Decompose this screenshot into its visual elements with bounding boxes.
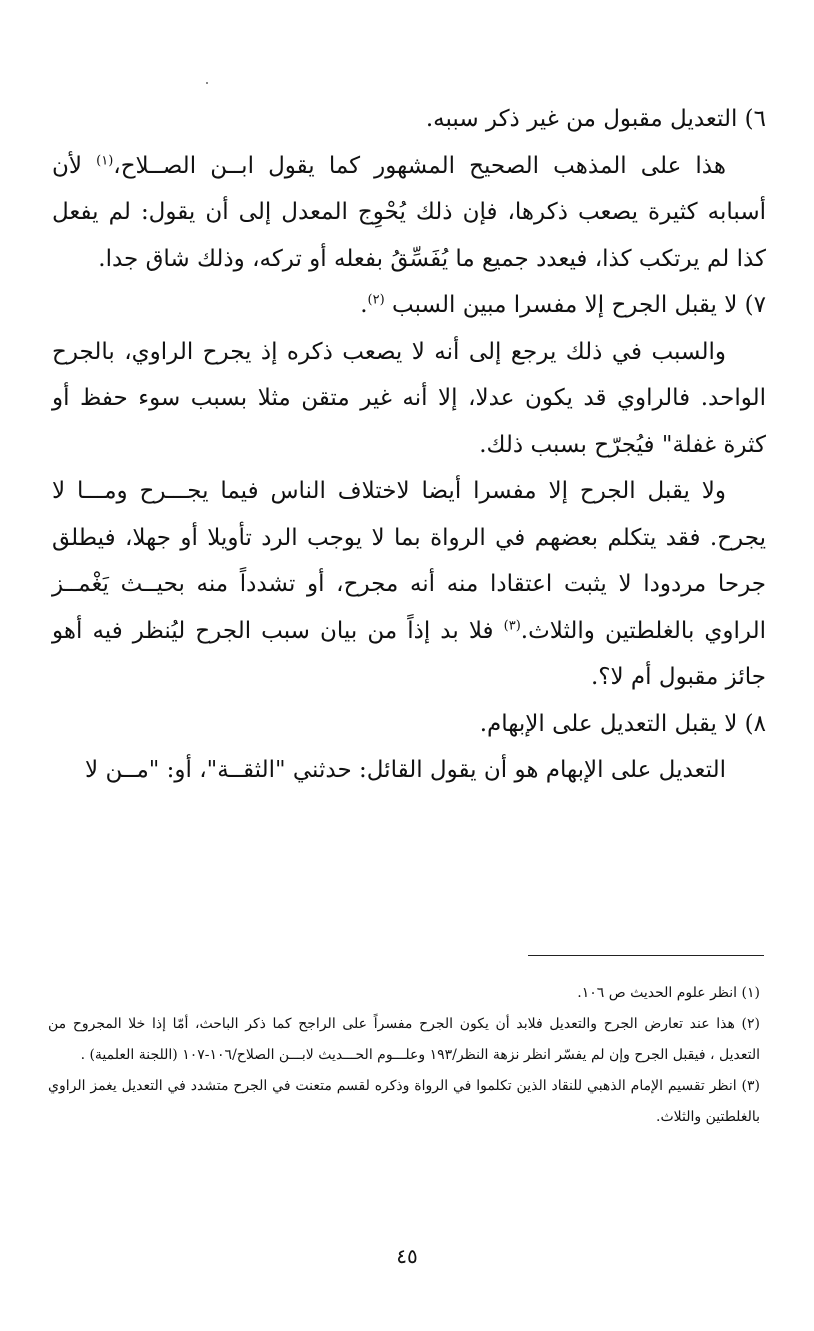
footnote-divider — [528, 955, 764, 956]
paragraph-explained-jarh-rest: فلا بد إذاً من بيان سبب الجرح ليُنظر فيه أهو جائز مقبول أم لا؟. — [52, 617, 766, 690]
footnote-1: (١) انظر علوم الحديث ص ١٠٦. — [577, 985, 760, 1001]
point-7-end: . — [360, 292, 368, 318]
footnote-ref-3[interactable]: (٣) — [503, 617, 521, 633]
paragraph-ibn-salah-rest: لأن أسبابه كثيرة يصعب ذكرها، فإن ذلك يُحْوِج المعدل إلى أن يقول: لم يفعل كذا لم يرتكب كذا، فيعدد جميع ما يُفَسِّقُ بفعله أو تركه، وذلك شاق جدا. — [52, 152, 766, 272]
footnotes — [48, 978, 760, 1133]
footnote-ref-2[interactable]: (٢) — [367, 292, 385, 308]
footnote-ref-1[interactable]: (١) — [96, 152, 114, 168]
paragraph-ibham: التعديل على الإبهام هو أن يقول القائل: حدثني "الثقــة"، أو: "مــن لا — [85, 757, 726, 783]
paragraph-reason: والسبب في ذلك يرجع إلى أنه لا يصعب ذكره إذ يجرح الراوي، بالجرح الواحد. فالراوي قد يكون عدلا، إلا أنه غير متقن مثلا بسبب سوء حفظ أو كثرة غفلة" فيُجرّح بسبب ذلك. — [52, 338, 766, 458]
footnote-3: (٣) انظر تقسيم الإمام الذهبي للنقاد الذين تكلموا في الرواة وذكره لقسم متعنت في الجرح متشدد في التعديل يغمز الراوي بالغلطتين والثلاث. — [48, 1078, 760, 1125]
page-number: ٤٥ — [396, 1244, 418, 1268]
footnote-2: (٢) هذا عند تعارض الجرح والتعديل فلابد أن يكون الجرح مفسراً على الراجح كما ذكر الباحث، أمّا إذا خلا المجروح من التعديل ، فيقبل الجرح وإن لم يفسّر انظر نزهة النظر/١٩٣ وعلـــوم الحـــديث لابـــن الصلاح/١٠٦-١٠٧ (اللجنة العلمية) . — [48, 1016, 760, 1063]
paragraph-ibn-salah — [52, 143, 766, 283]
paragraph-explained-jarh-text: ولا يقبل الجرح إلا مفسرا أيضا لاختلاف الناس فيما يجـــرح ومـــا لا يجرح. فقد يتكلم بعضهم في الرواة بما لا يوجب الرد تأويلا أو جهلا، فيطلق جرحا مردودا لا يثبت اعتقادا منه أنه مجرح، أو تشدداً منه بحيــث يَغْمــز الراوي بالغلطتين والثلاث. — [52, 478, 766, 644]
point-7 — [52, 282, 766, 329]
paragraph-ibn-salah-text: هذا على المذهب الصحيح المشهور كما يقول ابــن الصــلاح، — [113, 152, 726, 179]
paragraph-explained-jarh — [52, 468, 766, 701]
point-6: ٦) التعديل مقبول من غير ذكر سببه. — [425, 106, 766, 132]
main-text — [52, 96, 766, 794]
point-7-text: ٧) لا يقبل الجرح إلا مفسرا مبين السبب — [384, 292, 766, 318]
point-8: ٨) لا يقبل التعديل على الإبهام. — [479, 710, 766, 737]
scan-speck — [206, 82, 208, 84]
